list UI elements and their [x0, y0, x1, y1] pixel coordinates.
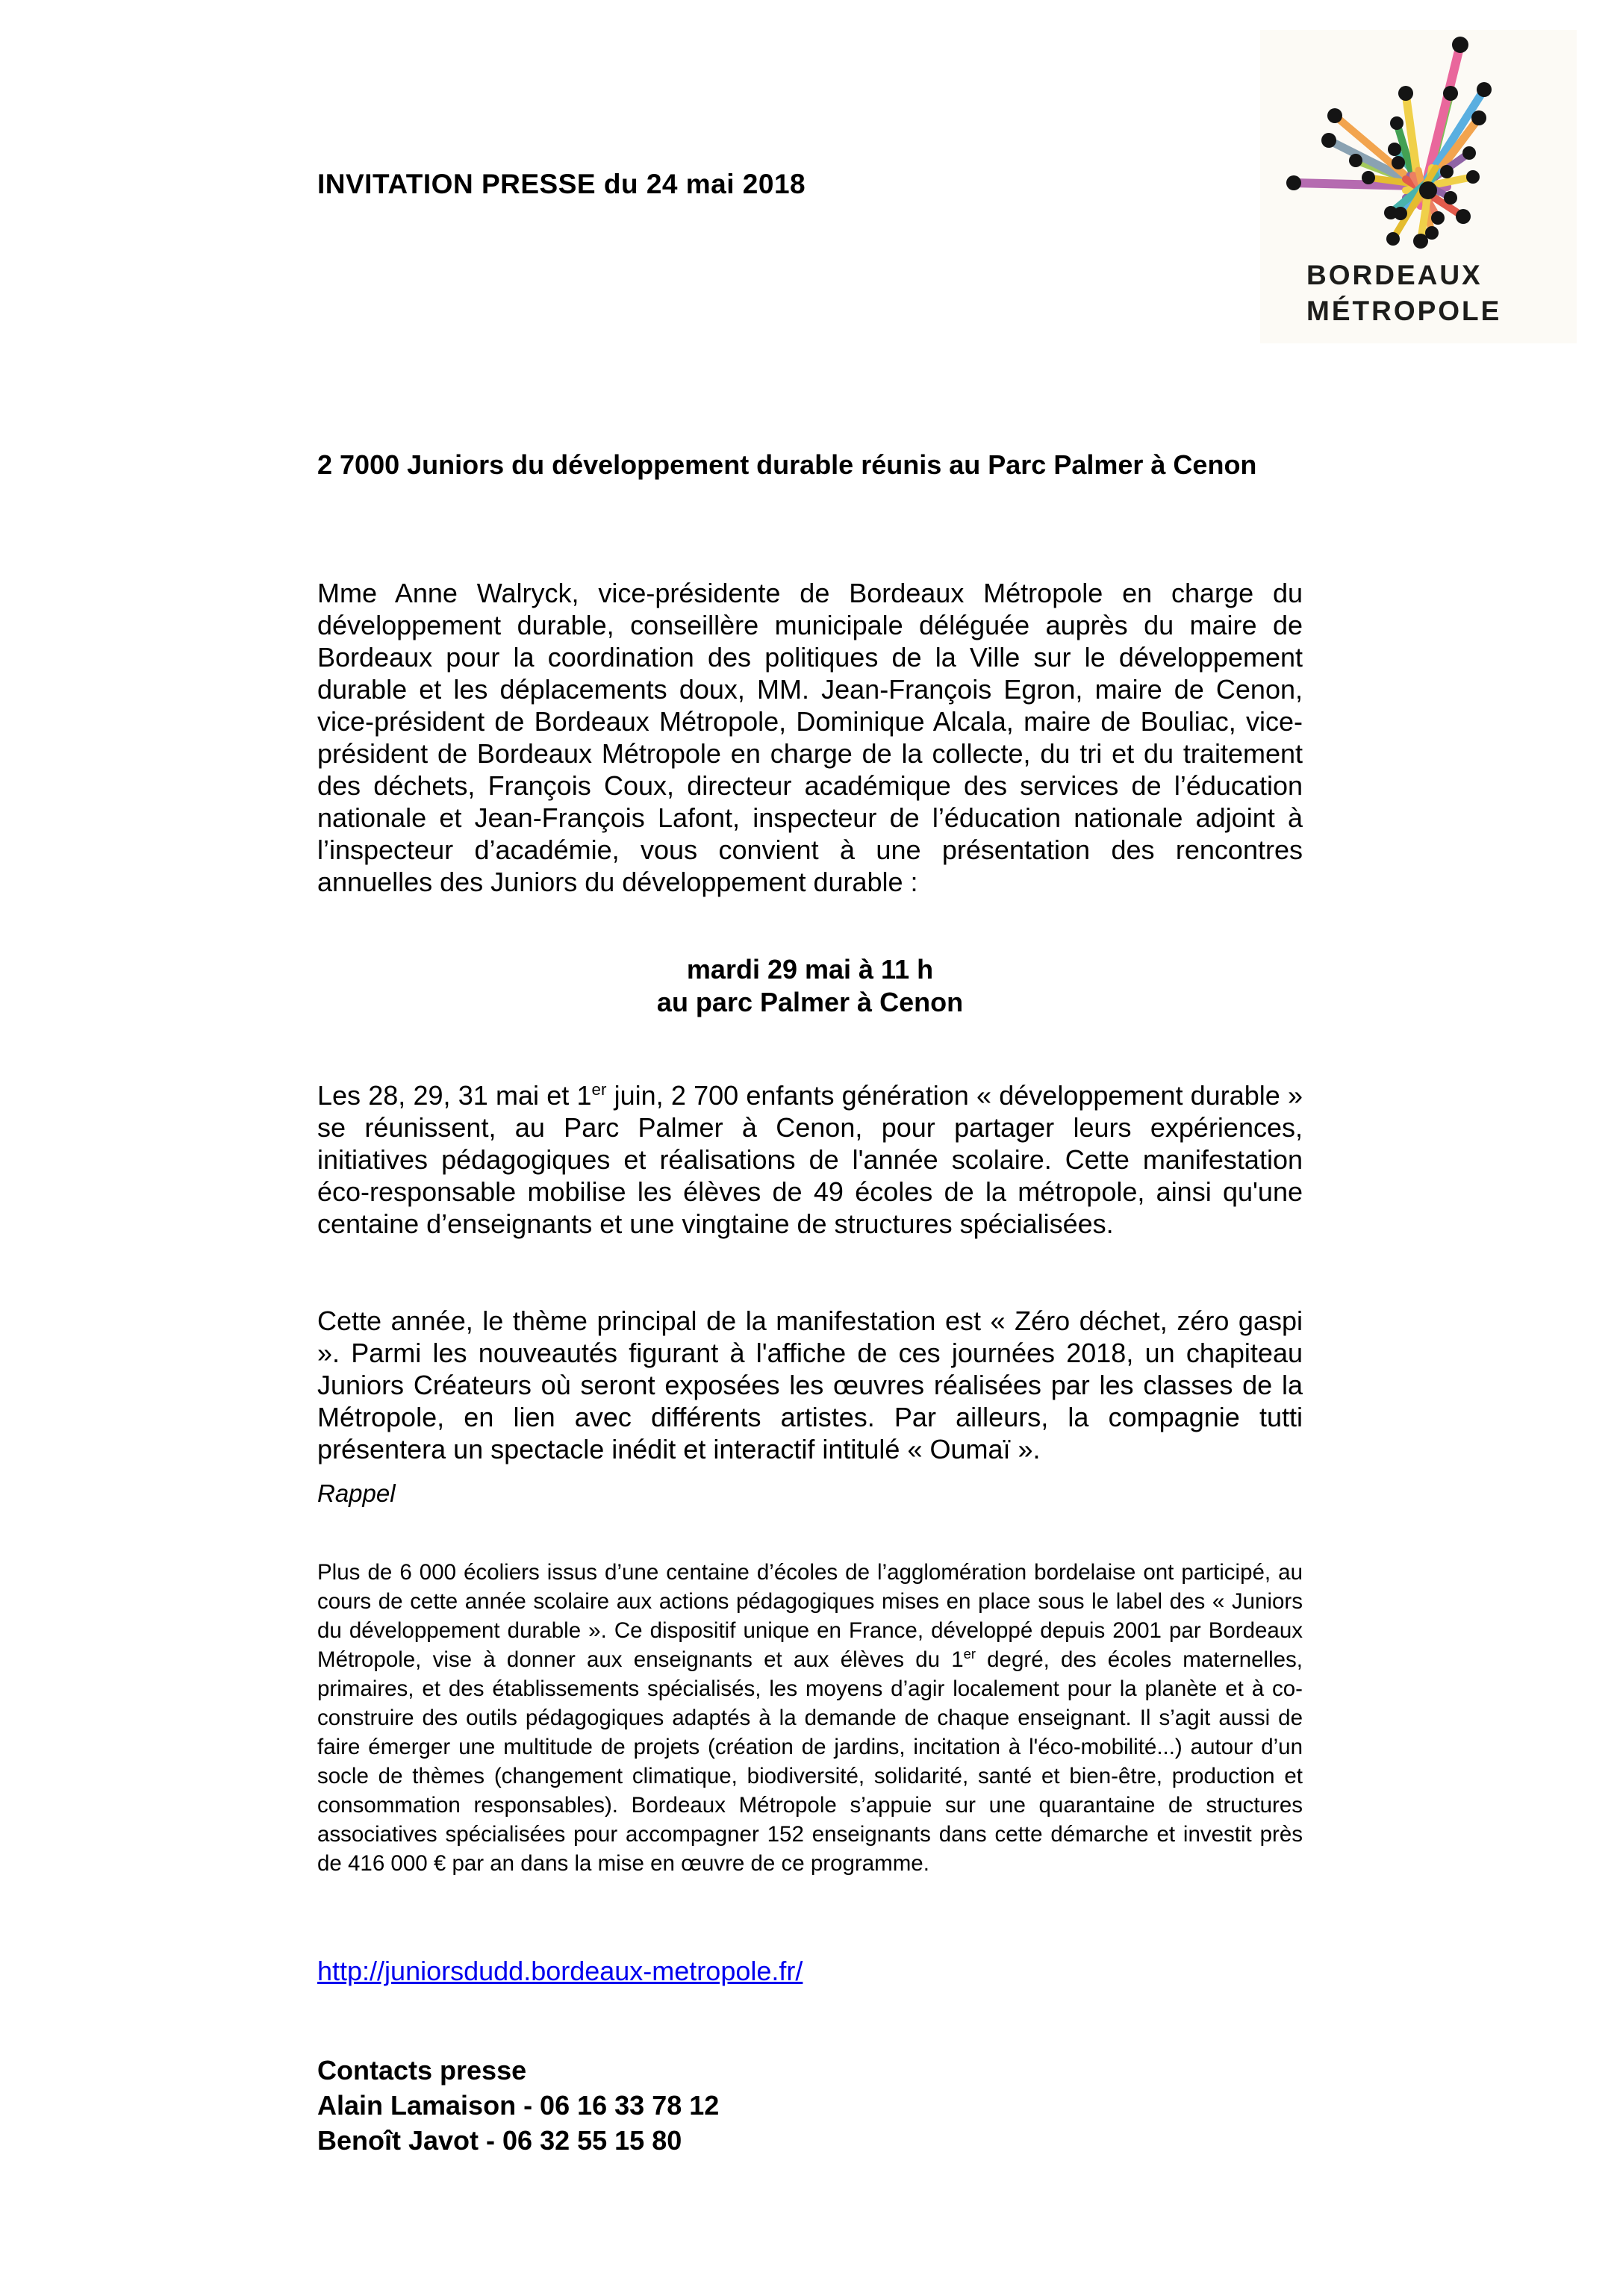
bordeaux-metropole-logo	[1260, 30, 1577, 343]
logo-wordmark	[1306, 258, 1501, 329]
logo-wordmark-line1: BORDEAUX	[1306, 260, 1483, 290]
paragraph-event-details-start: Les 28, 29, 31 mai et 1	[317, 1080, 592, 1111]
paragraph-background-end: degré, des écoles maternelles, primaires, et des établissements spécialisés, les moyens d’agir localement pour la planète et à co-construire des outils pédagogiques adaptés à la demande de chaque enseignant. Il s’agit aussi de faire émerger une multitude de projets (création de jardins, incitation à l'éco-mobilité...) autour d’un socle de thèmes (changement climatique, biodiversité, solidarité, santé et bien-être, production et consommation responsables). Bordeaux Métropole s’appuie sur une quarantaine de structures associatives spécialisées pour accompagner 152 enseignants dans cette démarche et investit près de 416 000 € par an dans la mise en œuvre de ce programme.	[317, 1647, 1303, 1876]
document-heading: 2 7000 Juniors du développement durable réunis au Parc Palmer à Cenon	[317, 449, 1257, 480]
press-title: INVITATION PRESSE du 24 mai 2018	[317, 169, 806, 199]
paragraph-background	[317, 1558, 1303, 1878]
contact-alain-lamaison: Alain Lamaison - 06 16 33 78 12	[317, 2090, 720, 2121]
paragraph-event-details-end: juin, 2 700 enfants génération « développement durable » se réunissent, au Parc Palmer à Cenon, pour partager leurs expériences, initiatives pédagogiques et réalisations de l'année scolaire. Cette manifestation éco-responsable mobilise les élèves de 49 écoles de la métropole, ainsi qu'une centaine d’enseignants et une vingtaine de structures spécialisées.	[317, 1080, 1303, 1239]
logo-wordmark-line2: MÉTROPOLE	[1306, 296, 1502, 326]
ordinal-superscript-2: er	[963, 1645, 976, 1662]
paragraph-background-start: Plus de 6 000 écoliers issus d’une centaine d’écoles de l’agglomération bordelaise ont participé, au cours de cette année scolaire aux actions pédagogiques mises en place sous le label des « Juniors du développement durable ». Ce dispositif unique en France, développé depuis 2001 par Bordeaux Métropole, vise à donner aux enseignants et aux élèves du 1	[317, 1559, 1303, 1672]
event-location-line: au parc Palmer à Cenon	[656, 987, 964, 1017]
rappel-label: Rappel	[317, 1479, 396, 1507]
contact-benoit-javot: Benoît Javot - 06 32 55 15 80	[317, 2125, 682, 2156]
paragraph-theme: Cette année, le thème principal de la manifestation est « Zéro déchet, zéro gaspi ». Parmi les nouveautés figurant à l'affiche de ces journées 2018, un chapiteau Juniors Créateurs où seront exposées les œuvres réalisées par les classes de la Métropole, en lien avec différents artistes. Par ailleurs, la compagnie tutti présentera un spectacle inédit et interactif intitulé « Oumaï ».	[317, 1305, 1303, 1464]
event-block	[317, 953, 1303, 1019]
event-date-line: mardi 29 mai à 11 h	[686, 954, 934, 985]
paragraph-invitation: Mme Anne Walryck, vice-présidente de Bordeaux Métropole en charge du développement durable, conseillère municipale déléguée auprès du maire de Bordeaux pour la coordination des politiques de la Ville sur le développement durable et les déplacements doux, MM. Jean-François Egron, maire de Cenon, vice-président de Bordeaux Métropole, Dominique Alcala, maire de Bouliac, vice-président de Bordeaux Métropole en charge de la collecte, du tri et du traitement des déchets, François Coux, directeur académique des services de l’éducation nationale et Jean-François Lafont, inspecteur de l’éducation nationale adjoint à l’inspecteur d’académie, vous convient à une présentation des rencontres annuelles des Juniors du développement durable :	[317, 578, 1303, 897]
paragraph-event-details	[317, 1079, 1303, 1240]
juniors-dudd-link[interactable]: http://juniorsdudd.bordeaux-metropole.fr/	[317, 1956, 803, 1986]
contacts-heading: Contacts presse	[317, 2055, 527, 2086]
ordinal-superscript: er	[591, 1080, 607, 1099]
press-contacts	[317, 2053, 1303, 2158]
link-line	[317, 1956, 1303, 1987]
